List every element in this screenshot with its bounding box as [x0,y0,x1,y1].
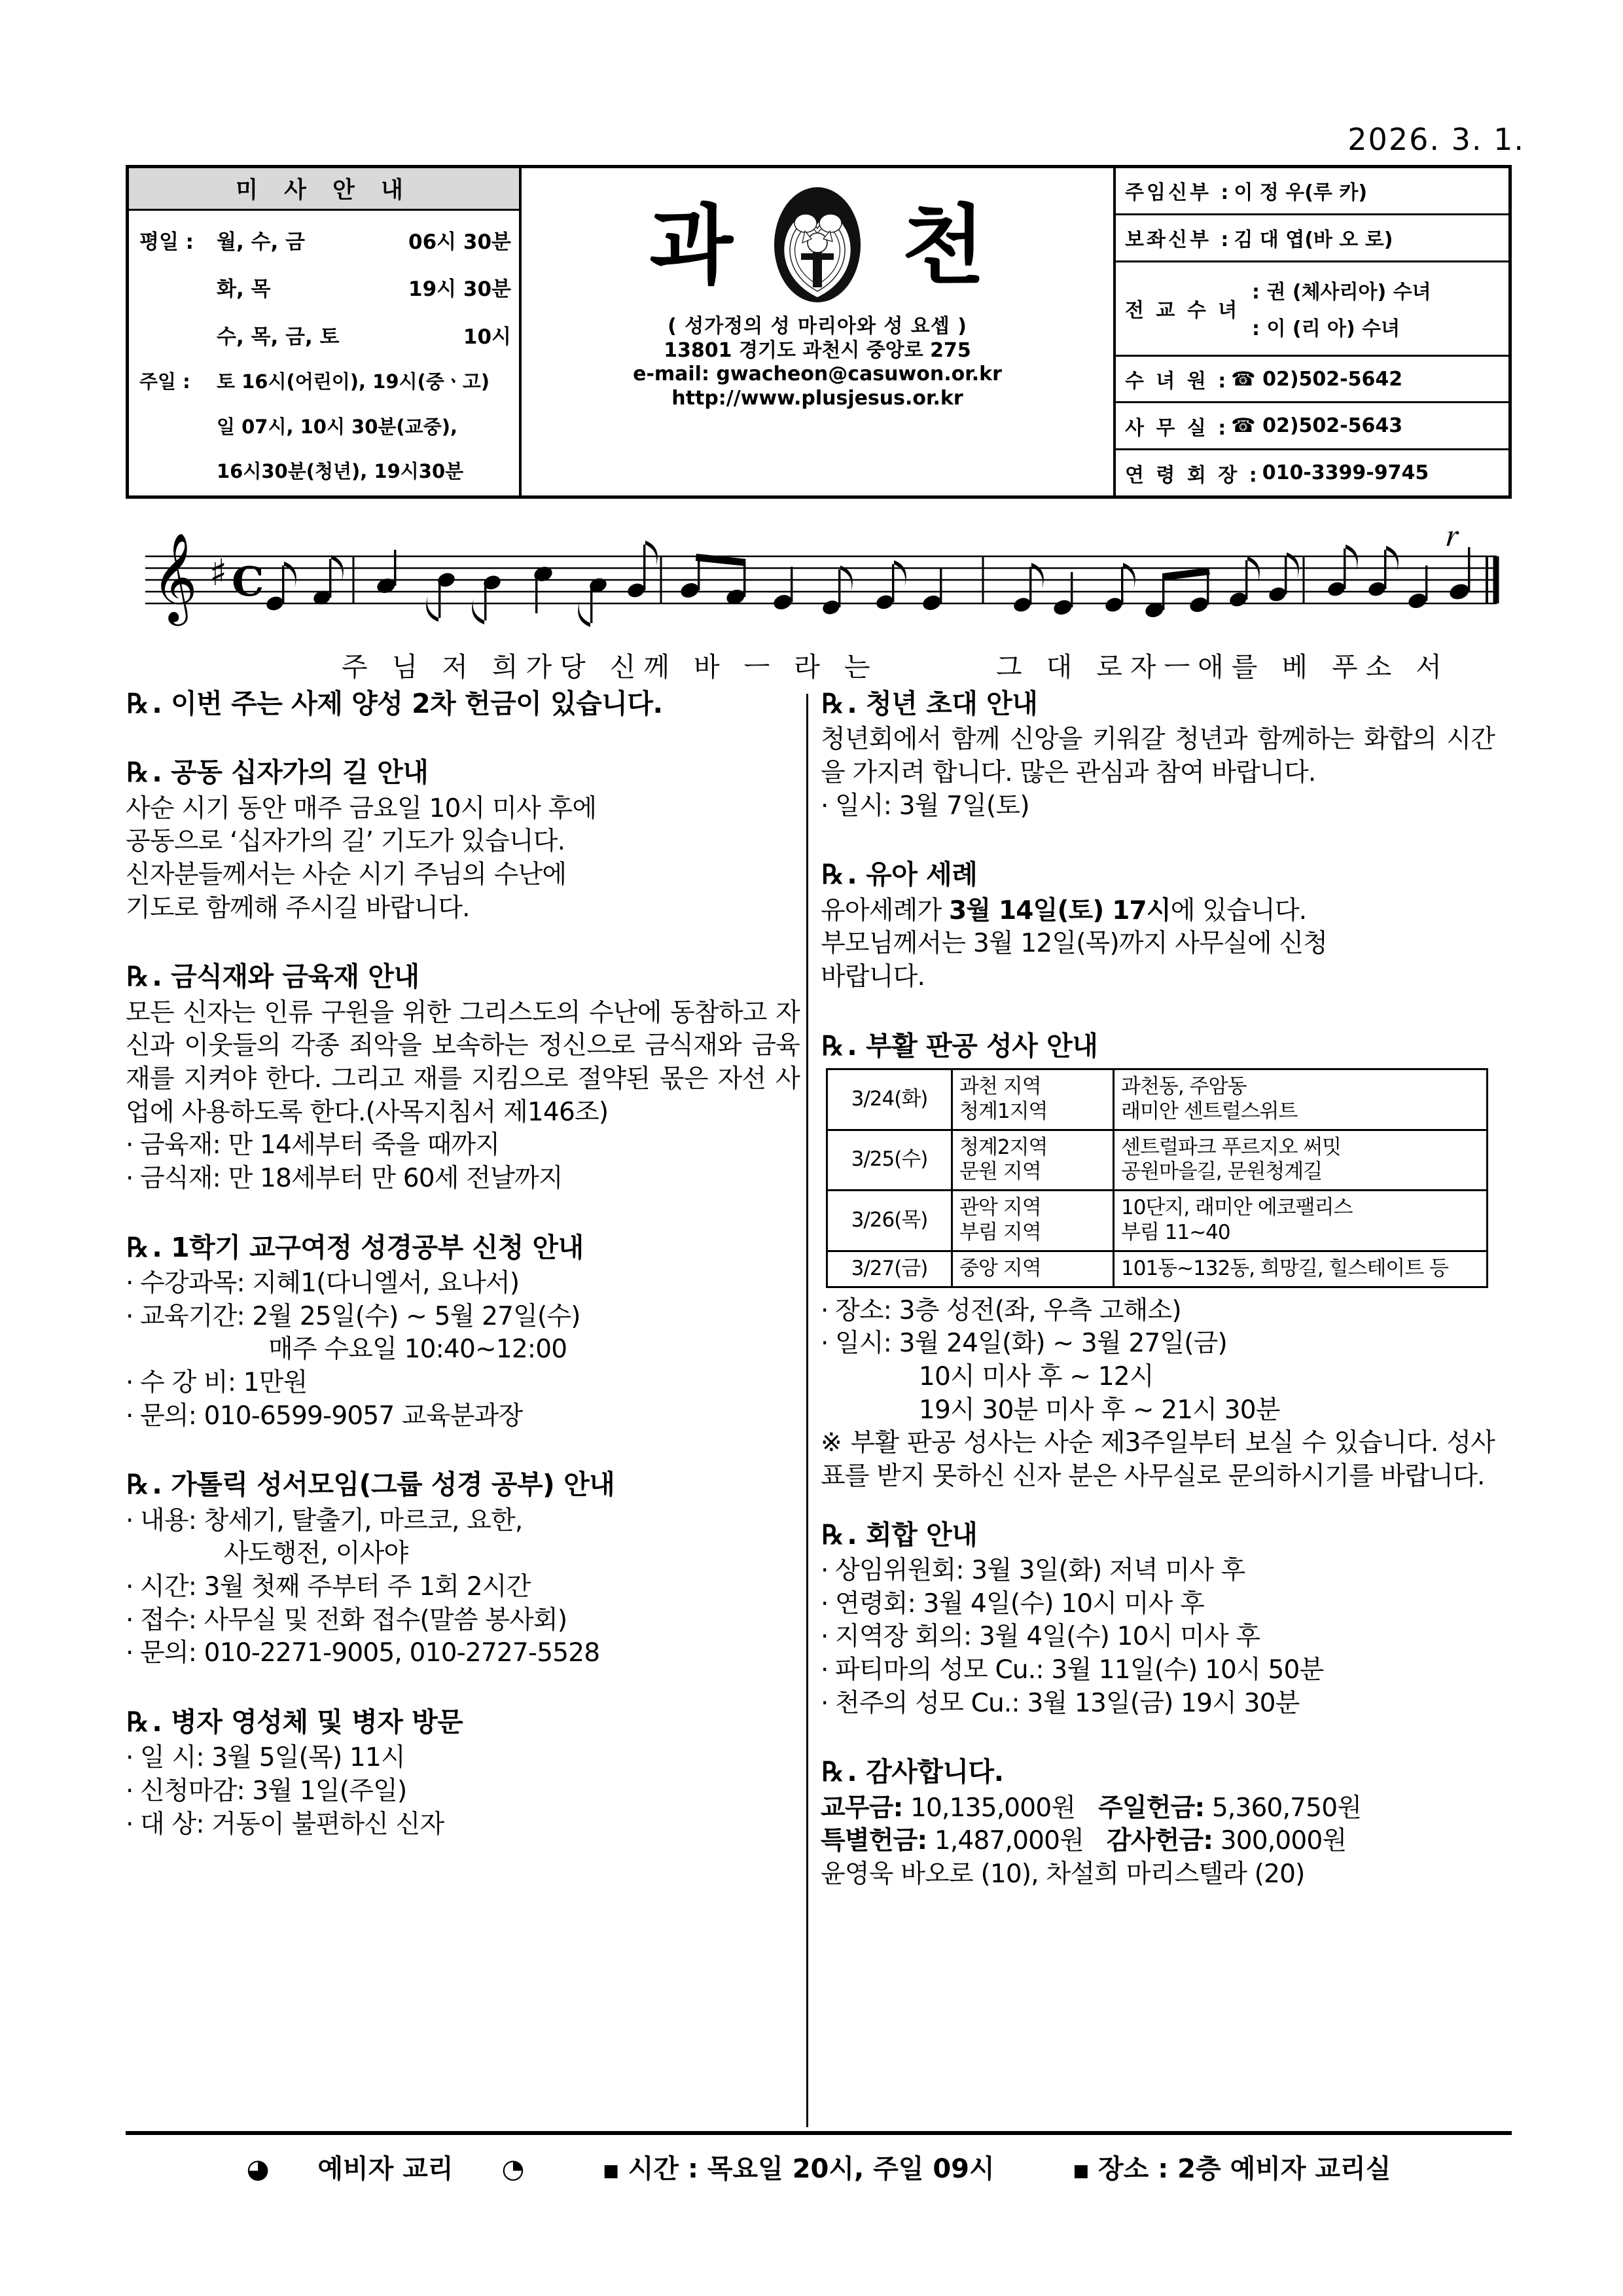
footer-time: 시간 : 목요일 20시, 주일 09시 [628,2154,995,2184]
parish-name-char-2: 천 [902,196,986,296]
parish-address: 13801 경기도 과천시 중앙로 275 [664,338,971,362]
response-mark-icon: ℞ [126,757,149,789]
mass-row [139,225,511,255]
cell-date: 3/26(목) [827,1191,952,1251]
section-heading: ℞ . 감사합니다. [821,1755,1495,1789]
bullet-item: · 시간: 3월 첫째 주부터 주 1회 2시간 [126,1571,531,1602]
mass-row [139,412,511,439]
section-catholic-bible-group [126,1468,800,1670]
contact-value[interactable]: 010-3399-9745 [1262,461,1429,485]
response-mark-icon: ℞ [821,1756,844,1788]
offering-line: 특별헌금: 1,487,000원 감사헌금: 300,000원 [821,1826,1347,1856]
mass-row-label: 평일 : [139,230,194,254]
bullet-subline: 사도행전, 이사야 [224,1539,408,1569]
section-heading: ℞ . 금식재와 금육재 안내 [126,960,800,994]
contact-row-convent [1116,357,1508,404]
bullet-item: · 문의: 010-2271-9005, 010-2727-5528 [126,1638,600,1668]
nun-list [1252,262,1508,355]
section-note: ※ 부활 판공 성사는 사순 제3주일부터 보실 수 있습니다. 성사 표를 받지 못하신 신자 분은 사무실로 문의하시기를 바랍니다. [821,1428,1495,1491]
body-line: 부모님께서는 3월 12일(목)까지 사무실에 신청 [821,929,1328,959]
contact-row-assistant [1116,215,1508,262]
response-mark-icon: ℞ [126,1706,149,1738]
contact-row-office [1116,403,1508,450]
section-second-collection [126,687,800,721]
cell-zone: 과천 지역 청계1지역 [952,1069,1114,1130]
mass-schedule-title: 미 사 안 내 [129,168,519,211]
mass-row-days: 월, 수, 금 [217,230,305,254]
masthead [126,165,1512,499]
cell-zone: 중앙 지역 [952,1251,1114,1287]
mass-row-days: 일 07시, 10시 30분(교중), [217,415,457,438]
response-mark-icon: ℞ [126,961,149,993]
section-way-of-the-cross [126,756,800,925]
bullet-subline: 10시 미사 후 ~ 12시 [919,1361,1154,1391]
parish-patron: ( 성가정의 성 마리아와 성 요셉 ) [668,315,967,338]
response-mark-icon: ℞ [821,859,844,891]
mass-row-days: 화, 목 [217,278,271,302]
mass-row-time: 19시 30분 [408,278,511,302]
response-mark-icon: ℞ [821,1518,844,1551]
table-row [827,1251,1488,1287]
mass-row-time: 10시 [463,325,511,349]
body-line: 사순 시기 동안 매주 금요일 10시 미사 후에 [126,793,597,823]
response-mark-icon: ℞ [821,688,844,719]
bullet-subline: 19시 30분 미사 후 ~ 21시 30분 [919,1395,1280,1425]
bullet-item: · 파티마의 성모 Cu.: 3월 11일(수) 10시 50분 [821,1655,1324,1685]
cell-zone: 청계2지역 문원 지역 [952,1130,1114,1191]
bullet-item: · 상임위원회: 3월 3일(화) 저녁 미사 후 [821,1555,1245,1585]
mass-row [139,457,511,484]
right-column [821,687,1495,1905]
bullet-item: · 금육재: 만 14세부터 죽을 때까지 [126,1130,500,1160]
parish-name-char-1: 과 [649,196,733,296]
contact-key: 전 교 수 녀 [1125,299,1240,323]
contact-row-funeral-head [1116,450,1508,495]
column-divider [806,694,808,2127]
contact-value: 이 정 우(루 카) [1234,181,1368,205]
cell-zone: 관악 지역 부림 지역 [952,1191,1114,1251]
bullet-square-icon: ■ [603,2161,619,2181]
clergy-contact-panel [1116,168,1508,495]
donor-line: 윤영욱 바오로 (10), 차설희 마리스텔라 (20) [821,1859,1305,1889]
parish-name-row [649,177,985,315]
catechumen-footer [126,2148,1512,2185]
section-heading: ℞ . 가톨릭 성서모임(그룹 성경 공부) 안내 [126,1468,800,1501]
table-row [827,1069,1488,1130]
cell-area: 센트럴파크 푸르지오 써밋 공원마을길, 문원청계길 [1114,1130,1488,1191]
section-heading: ℞ . 청년 초대 안내 [821,687,1495,721]
half-circle-right-icon: ◔ [501,2154,525,2184]
svg-text:𝄞: 𝄞 [152,531,198,622]
section-heading: ℞ . 병자 영성체 및 병자 방문 [126,1706,800,1739]
contact-key: 사 무 실 : [1125,416,1229,440]
bullet-square-icon: ■ [1073,2161,1090,2181]
mass-schedule-rows [129,211,519,495]
parish-address-block [633,315,1002,410]
section-heading: ℞ . 이번 주는 사제 양성 2차 헌금이 있습니다. [126,687,800,721]
svg-text:♯: ♯ [209,552,228,594]
footer-title: 예비자 교리 [317,2154,454,2184]
contact-value: 김 대 엽(바 오 로) [1234,228,1393,252]
section-heading: ℞ . 부활 판공 성사 안내 [821,1030,1495,1063]
cell-date: 3/24(화) [827,1069,952,1130]
response-mark-icon: ℞ [126,1469,149,1501]
contact-value[interactable]: ☎ 02)502-5642 [1231,367,1403,391]
svg-text:C: C [232,558,264,605]
bullet-item: · 장소: 3층 성전(좌, 우측 고해소) [821,1295,1181,1325]
bullet-item: · 문의: 010-6599-9057 교육분과장 [126,1401,523,1431]
nun-entry: : 권 (체사리아) 수녀 [1252,281,1431,304]
bullet-item: · 교육기간: 2월 25일(수) ~ 5월 27일(수) [126,1301,580,1331]
body-line: 유아세례가 3월 14일(토) 17시에 있습니다. [821,895,1307,925]
body-line: 기도로 함께해 주시길 바랍니다. [126,893,470,923]
contact-row-nuns [1116,262,1508,357]
section-fast-abstinence [126,960,800,1195]
section-heading: ℞ . 1학기 교구여정 성경공부 신청 안내 [126,1231,800,1265]
section-sick-communion-visit [126,1706,800,1841]
section-meetings [821,1518,1495,1721]
mass-row-label: 주일 : [139,370,190,393]
bullet-item: · 접수: 사무실 및 전화 접수(말씀 봉사회) [126,1605,567,1635]
footer-place: 장소 : 2층 예비자 교리실 [1098,2154,1391,2184]
bullet-item: · 수강과목: 지혜1(다니엘서, 요나서) [126,1268,520,1298]
section-easter-confession [821,1030,1495,1494]
section-heading: ℞ . 유아 세례 [821,858,1495,891]
bullet-subline: 매주 수요일 10:40~12:00 [268,1335,567,1365]
section-heading: ℞ . 회합 안내 [821,1518,1495,1552]
half-circle-left-icon: ◕ [246,2154,270,2184]
section-diocese-bible-course [126,1231,800,1433]
bullet-item: · 연령회: 3월 4일(수) 10시 미사 후 [821,1588,1204,1619]
section-thanks-offerings [821,1755,1495,1891]
body-line: 신자분들께서는 사순 시기 주님의 수난에 [126,859,567,889]
cell-area: 101동~132동, 희망길, 힐스테이트 등 [1114,1251,1488,1287]
bullet-item: · 내용: 창세기, 탈출기, 마르코, 요한, [126,1505,523,1535]
offering-line: 교무금: 10,135,000원 주일헌금: 5,360,750원 [821,1793,1362,1823]
parish-email[interactable]: e-mail: gwacheon@casuwon.or.kr [633,363,1002,386]
mass-schedule-panel [129,168,522,495]
holy-family-logo [768,183,866,310]
body-line: 바랍니다. [821,961,925,992]
contact-key: 주임신부 : [1125,181,1232,205]
footer-divider [126,2131,1512,2135]
bullet-item: · 금식재: 만 18세부터 만 60세 전날까지 [126,1163,563,1193]
mass-row [139,367,511,394]
mass-row-days: 수, 목, 금, 토 [217,325,340,349]
bullet-item: · 대 상: 거동이 불편하신 신자 [126,1809,444,1839]
contact-key: 연 령 회 장 : [1125,463,1260,487]
left-column [126,687,800,1854]
cell-date: 3/27(금) [827,1251,952,1287]
music-staff [126,517,1512,648]
bullet-item: · 지역장 회의: 3월 4일(수) 10시 미사 후 [821,1622,1260,1652]
bullet-item: · 일시: 3월 24일(화) ~ 3월 27일(금) [821,1329,1227,1359]
section-infant-baptism [821,858,1495,994]
parish-website[interactable]: http://www.plusjesus.or.kr [671,386,963,410]
hymn-lyrics-line-1: 주 님 저 희가당 신께 바 ㅡ 라 는 [342,651,878,683]
body-line: 공동으로 ‘십자가의 길’ 기도가 있습니다. [126,827,565,857]
body-paragraph: 모든 신자는 인류 구원을 위한 그리스도의 수난에 동참하고 자신과 이웃들의 각종 죄악을 보속하는 정신으로 금식재와 금육재를 지켜야 한다. 그리고 재를 지킴으로 절약된 몫은 자선 사업에 사용하도록 한다.(사목지침서 제146조) [126,997,800,1127]
table-row [827,1130,1488,1191]
response-mark-icon: ℞ [126,1231,149,1263]
contact-key: 수 녀 원 : [1125,370,1229,393]
section-youth-invitation [821,687,1495,823]
mass-row-days: 16시30분(청년), 19시30분 [217,460,464,483]
response-mark-icon: ℞ [821,1030,844,1062]
confession-schedule-table [826,1068,1488,1288]
body-paragraph: 청년회에서 함께 신앙을 키워갈 청년과 함께하는 화합의 시간을 가지려 합니다. 많은 관심과 참여 바랍니다. [821,725,1495,787]
bullet-item: · 일 시: 3월 5일(목) 11시 [126,1743,405,1773]
table-row [827,1191,1488,1251]
mass-row [139,320,511,350]
nun-entry: : 이 (리 아) 수녀 [1252,317,1400,341]
mass-row-time: 06시 30분 [408,230,511,254]
mass-row [139,272,511,302]
cell-area: 과천동, 주암동 래미안 센트럴스위트 [1114,1069,1488,1130]
contact-value[interactable]: ☎ 02)502-5643 [1231,414,1403,438]
response-mark-icon: ℞ [126,688,149,719]
issue-date: 2026. 3. 1. [1347,122,1525,157]
bullet-item: · 일시: 3월 7일(토) [821,791,1029,821]
bullet-item: · 천주의 성모 Cu.: 3월 13일(금) 19시 30분 [821,1688,1300,1718]
hymn-notation [126,517,1512,692]
cell-area: 10단지, 래미안 에코팰리스 부림 11~40 [1114,1191,1488,1251]
mass-row-days: 토 16시(어린이), 19시(중ㆍ고) [217,370,490,393]
contact-row-pastor [1116,168,1508,215]
contact-key: 보좌신부 : [1125,228,1232,252]
cell-date: 3/25(수) [827,1130,952,1191]
hymn-lyrics-line-2: 그 대 로자ㅡ애를 베 푸소 서 [996,651,1450,683]
bullet-item: · 수 강 비: 1만원 [126,1367,308,1397]
section-heading: ℞ . 공동 십자가의 길 안내 [126,756,800,789]
svg-text:𝆌: 𝆌 [1445,517,1459,554]
parish-identity-panel [522,168,1116,495]
bullet-item: · 신청마감: 3월 1일(주일) [126,1776,407,1806]
